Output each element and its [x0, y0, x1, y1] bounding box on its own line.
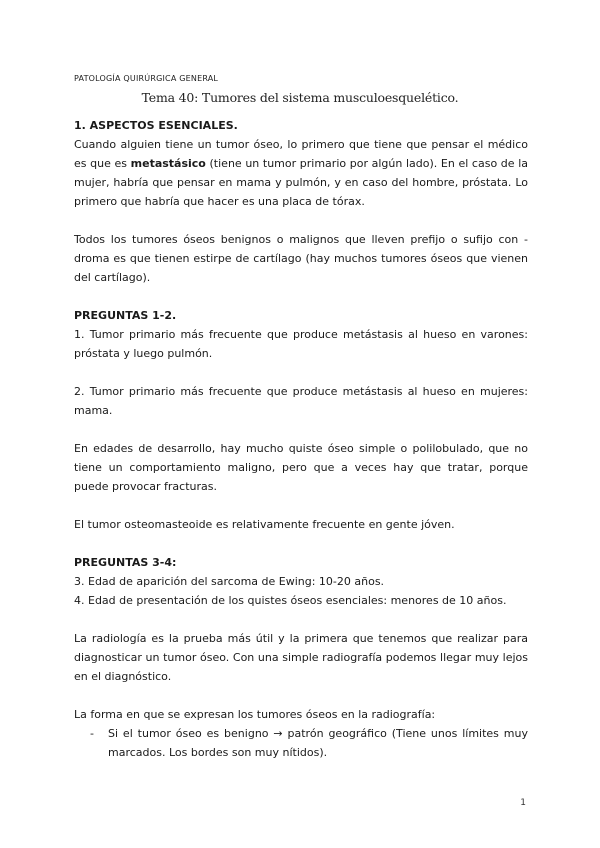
- section-heading: PREGUNTAS 3-4:: [74, 556, 177, 569]
- list-item-text: Si el tumor óseo es benigno → patrón geográfico (Tiene unos límites muy marcados. Los bordes son muy nítidos).: [108, 727, 528, 759]
- paragraph: 1. Tumor primario más frecuente que produce metástasis al hueso en varones: próstata y luego pulmón.: [74, 328, 528, 360]
- document-body: [74, 116, 528, 762]
- dash-bullet: -: [90, 727, 94, 740]
- paragraph: La forma en que se expresan los tumores óseos en la radiografía:: [74, 708, 436, 721]
- paragraph: 2. Tumor primario más frecuente que produce metástasis al hueso en mujeres: mama.: [74, 385, 528, 417]
- topic-title: Tema 40: Tumores del sistema musculoesquelético.: [141, 90, 459, 105]
- paragraph: En edades de desarrollo, hay mucho quiste óseo simple o polilobulado, que no tiene un comportamiento maligno, pero que a veces hay que tratar, porque puede provocar fracturas.: [74, 442, 528, 493]
- paragraph: El tumor osteomasteoide es relativamente frecuente en gente jóven.: [74, 518, 455, 531]
- list-item: [74, 724, 528, 762]
- course-header: PATOLOGÍA QUIRÚRGICA GENERAL: [74, 74, 219, 83]
- paragraph: 4. Edad de presentación de los quistes óseos esenciales: menores de 10 años.: [74, 594, 507, 607]
- bold-term: metastásico: [130, 157, 206, 170]
- paragraph: Todos los tumores óseos benignos o malignos que lleven prefijo o sufijo con -droma es que tienen estirpe de cartílago (hay muchos tumores óseos que vienen del cartílago).: [74, 233, 528, 284]
- page-number: 1: [520, 798, 526, 808]
- paragraph-text: (tiene un tumor primario por algún lado). En el caso de la mujer, habría que pensar en mama y pulmón, y en caso del hombre, próstata. Lo primero que habría que hacer es una placa de tórax.: [74, 157, 528, 208]
- paragraph: [74, 135, 528, 211]
- section-heading: 1. ASPECTOS ESENCIALES.: [74, 119, 238, 132]
- paragraph: 3. Edad de aparición del sarcoma de Ewing: 10-20 años.: [74, 575, 385, 588]
- bullet-list: [74, 724, 528, 762]
- section-heading: PREGUNTAS 1-2.: [74, 309, 177, 322]
- paragraph-text: Cuando alguien tiene un tumor óseo, lo primero que tiene que pensar el médico es que es: [74, 138, 528, 170]
- paragraph: La radiología es la prueba más útil y la primera que tenemos que realizar para diagnosticar un tumor óseo. Con una simple radiografía podemos llegar muy lejos en el diagnóstico.: [74, 632, 528, 683]
